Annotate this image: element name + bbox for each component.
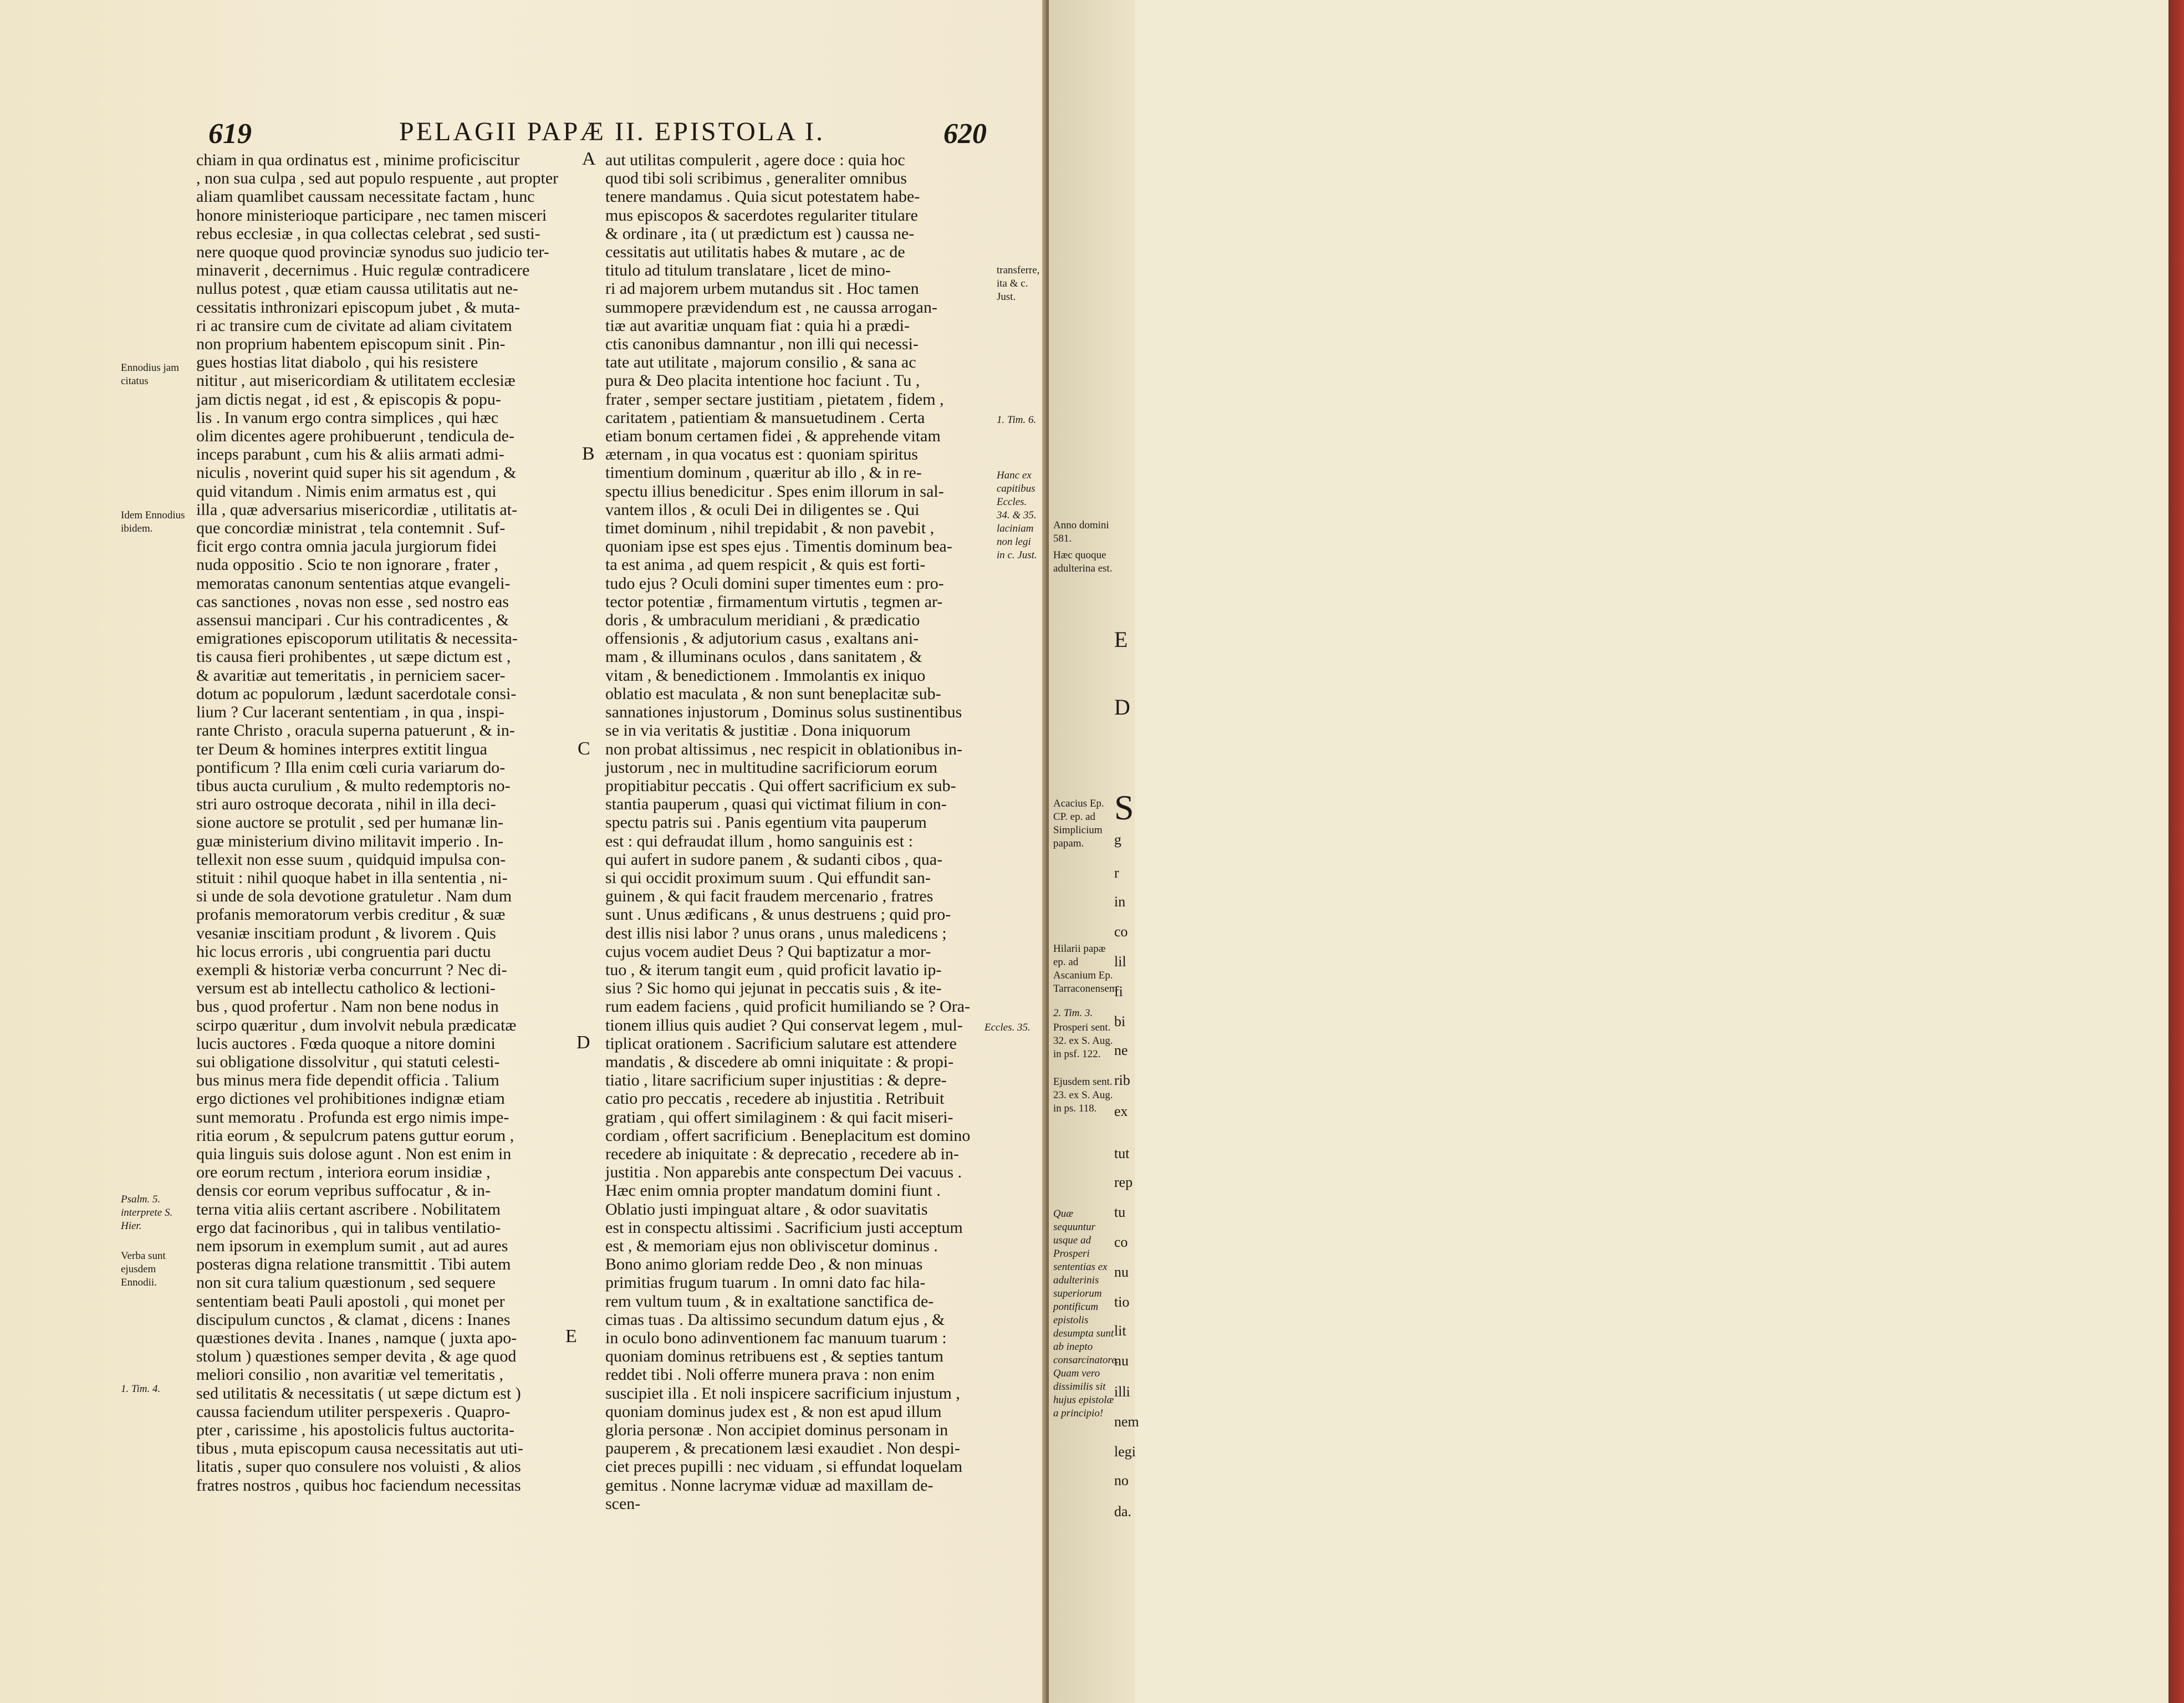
text-line: ciet preces pupilli : nec viduam , si effundat loquelam <box>605 1457 963 1476</box>
text-line: in oculo bono adinventionem fac manuum tuarum : <box>605 1329 947 1347</box>
text-line: dest illis nisi labor ? unus orans , unus maledicens ; <box>605 924 947 942</box>
text-line: nem <box>1114 1414 1139 1430</box>
text-line: ore eorum rectum , interiora eorum insidiæ , <box>196 1163 491 1182</box>
text-line: tibus aucta curulium , & multo redemptoris no- <box>196 776 511 795</box>
text-line: ergo dat facinoribus , qui in talibus ventilatio- <box>196 1218 501 1237</box>
margin-note: Verba sunt ejusdem Ennodii. <box>121 1250 166 1288</box>
text-line: no <box>1114 1472 1129 1488</box>
text-line: rem vultum tuum , & in exaltatione sanctifica de- <box>605 1292 934 1311</box>
text-line: ter Deum & homines interpres extitit lingua <box>196 740 487 758</box>
text-line: sui obligatione dissolvitur , qui statuti celesti- <box>196 1052 500 1071</box>
text-line: , non sua culpa , sed aut populo respuente , aut propter <box>196 169 559 188</box>
next-page <box>1049 0 1139 1703</box>
text-line: tionem illius quis audiet ? Qui conservat legem , mul- <box>605 1016 963 1034</box>
text-line: posteras digna relatione transmittit . Tibi autem <box>196 1255 511 1274</box>
text-line: est , & memoriam ejus non obliviscetur dominus . <box>605 1236 938 1255</box>
text-line: dotum ac populorum , lædunt sacerdotale consi- <box>196 684 517 703</box>
text-line: da. <box>1114 1503 1132 1520</box>
left-text-column <box>196 151 579 1495</box>
text-line: bi <box>1114 1013 1126 1029</box>
text-line: sed utilitatis & necessitatis ( ut sæpe dictum est ) <box>196 1384 521 1403</box>
text-line: olim dicentes agere prohibuerunt , tendicula de- <box>196 427 514 446</box>
text-line: spectu patris sui . Panis egentium vita pauperum <box>605 813 927 832</box>
text-line: rib <box>1114 1072 1130 1088</box>
text-line: rante Christo , oracula superna patuerunt , & in- <box>196 721 515 740</box>
text-line: r <box>1114 865 1119 881</box>
text-line: lit <box>1114 1323 1126 1339</box>
text-line: legi <box>1114 1444 1136 1460</box>
margin-note: Hilarii papæ ep. ad Ascanium Ep. Tarraconensem <box>1053 943 1117 995</box>
text-line: assensui mancipari . Cur his contradicentes , & <box>196 611 509 630</box>
text-line: æternam , in qua vocatus est : quoniam spiritus <box>605 445 918 464</box>
text-line: cordiam , offert sacrificium . Beneplacitum est domino <box>605 1126 971 1145</box>
text-line: gues hostias litat diabolo , qui his resistere <box>196 353 478 372</box>
text-line: pter , carissime , his apostolicis fultus auctorita- <box>196 1421 515 1440</box>
text-line: pura & Deo placita intentione hoc faciunt . Tu , <box>605 371 920 390</box>
section-marker-c: C <box>578 738 590 759</box>
text-line: terna vitia aliis certant ascribere . Nobilitatem <box>196 1200 501 1218</box>
text-line: Oblatio justi impinguat altare , & odor suavitatis <box>605 1200 928 1218</box>
text-line: tiæ aut avaritiæ unquam fiat : quia hi a prædi- <box>605 316 910 335</box>
text-line: summopere prævidendum est , ne caussa arrogan- <box>605 298 937 317</box>
text-line: jam dictis negat , id est , & episcopis & popu- <box>196 390 501 409</box>
text-line: quid vitandum . Nimis enim armatus est , qui <box>196 482 497 501</box>
text-line: frater , semper sectare justitiam , pietatem , fidem , <box>605 390 944 409</box>
text-line: tellexit non esse suum , quidquid impulsa con- <box>196 850 506 869</box>
text-line: ne <box>1114 1042 1128 1058</box>
text-line: sannationes injustorum , Dominus solus sustinentibus <box>605 703 962 722</box>
page-number-left: 619 <box>208 118 252 150</box>
text-line: & ordinare , ita ( ut prædictum est ) caussa ne- <box>605 224 915 243</box>
text-line: scen- <box>605 1494 641 1513</box>
text-line: gloria personæ . Non accipiet dominus personam in <box>605 1421 948 1440</box>
text-line: caussa faciendum utiliter perspexeris . Quapro- <box>196 1402 511 1421</box>
text-line: chiam in qua ordinatus est , minime proficiscitur <box>196 151 520 169</box>
text-line: cujus vocem audiet Deus ? Qui baptizatur a mor- <box>605 942 931 961</box>
text-line: titulo ad titulum translatare , licet de mino- <box>605 261 891 280</box>
text-line: illi <box>1114 1384 1130 1400</box>
text-line: nem ipsorum in exemplum sumit , aut ad aures <box>196 1236 508 1255</box>
text-line: caritatem , patientiam & mansuetudinem . Certa <box>605 408 925 427</box>
text-line: justitia . Non apparebis ante conspectum Dei vacuus . <box>605 1163 962 1182</box>
text-line: timentium dominum , quæritur ab illo , & in re- <box>605 463 922 482</box>
text-line: inceps parabunt , cum his & aliis armati admi- <box>196 445 504 464</box>
text-line: nititur , aut misericordiam & utilitatem ecclesiæ <box>196 371 516 390</box>
text-line: justorum , nec in multitudine sacrificiorum eorum <box>605 758 938 777</box>
text-line: tenere mandamus . Quia sicut potestatem habe- <box>605 187 920 206</box>
text-line: gemitus . Nonne lacrymæ viduæ ad maxillam de- <box>605 1476 933 1495</box>
text-line: cessitatis aut utilitatis habes & mutare , ac de <box>605 243 905 262</box>
text-line: quod tibi soli scribimus , generaliter omnibus <box>605 169 907 188</box>
section-marker-a: A <box>582 149 596 169</box>
text-line: spectu illius benedicitur . Spes enim illorum in sal- <box>605 482 944 501</box>
text-line: co <box>1114 924 1128 940</box>
text-line: nullus potest , quæ etiam caussa utilitatis aut ne- <box>196 279 518 298</box>
text-line: Hæc enim omnia propter mandatum domini fiunt . <box>605 1181 941 1200</box>
text-line: mandatis , & discedere ab omni iniquitate : & propi- <box>605 1052 954 1071</box>
text-line: rep <box>1114 1174 1133 1190</box>
left-page <box>0 0 1042 1703</box>
text-line: meliori consilio , non avaritiæ vel temeritatis , <box>196 1365 504 1384</box>
margin-note: Hanc ex capitibus Eccles. 34. & 35. laciniam non legi in c. Just. <box>997 470 1037 561</box>
text-line: ctis canonibus damnantur , non illi qui necessi- <box>605 335 918 354</box>
text-line: ta est anima , ad quem respicit , & quis est forti- <box>605 555 926 574</box>
text-line: pontificum ? Illa enim cœli curia variarum do- <box>196 758 506 777</box>
text-line: tut <box>1114 1145 1130 1161</box>
text-line: litatis , super quo consulere nos voluisti , & alios <box>196 1457 521 1476</box>
text-line: nuda oppositio . Scio te non ignorare , frater , <box>196 555 498 574</box>
text-line: tis causa fieri prohibentes , ut sæpe dictum est , <box>196 647 511 666</box>
text-line: quoniam dominus retribuens est , & septies tantum <box>605 1347 943 1366</box>
section-marker-e: E <box>565 1326 577 1347</box>
text-line: ri ac transire cum de civitate ad aliam civitatem <box>196 316 512 335</box>
text-line: sunt . Unus ædificans , & unus destruens ; quid pro- <box>605 905 951 924</box>
text-line: ficit ergo contra omnia jacula jurgiorum fidei <box>196 537 497 556</box>
text-line: ergo dictiones vel prohibitiones indignæ etiam <box>196 1089 505 1108</box>
text-line: bus minus mera fide dependit officia . Talium <box>196 1071 499 1090</box>
text-line: co <box>1114 1234 1128 1250</box>
text-line: si unde de sola devotione gratuletur . Nam dum <box>196 887 512 906</box>
text-line: nere quoque quod provinciæ synodus suo judicio ter- <box>196 243 549 262</box>
text-line: non probat altissimus , nec respicit in oblationibus in- <box>605 740 963 758</box>
text-line: sententiam beati Pauli apostoli , qui monet per <box>196 1292 505 1311</box>
text-line: lium ? Cur lacerant sententiam , in qua , inspi- <box>196 703 504 722</box>
text-line: timet dominum , nihil trepidabit , & non pavebit , <box>605 519 935 538</box>
page-edge <box>2168 0 2184 1703</box>
text-line: S <box>1114 788 1134 827</box>
text-line: primitias frugum tuarum . In omni dato fac hila- <box>605 1273 926 1292</box>
margin-note: Idem Ennodius ibidem. <box>121 509 185 534</box>
text-line: recedere ab iniquitate : & deprecatio , recedere ab in- <box>605 1144 959 1163</box>
margin-note: Anno domini 581. <box>1053 519 1109 544</box>
text-line: nu <box>1114 1353 1129 1369</box>
text-line: tu <box>1114 1204 1126 1220</box>
text-line: tiplicat orationem . Sacrificium salutare est attendere <box>605 1034 957 1053</box>
text-line: sione auctore se protulit , sed per humanæ lin- <box>196 813 504 832</box>
text-line: mus episcopos & sacerdotes regulariter titulare <box>605 206 918 225</box>
text-line: ritia eorum , & sepulcrum patens guttur eorum , <box>196 1126 514 1145</box>
right-text-column <box>605 151 993 1513</box>
text-line: exempli & historiæ verba concurrunt ? Nec di- <box>196 960 507 979</box>
text-line: ri ad majorem urbem mutandus sit . Hoc tamen <box>605 279 919 298</box>
text-line: nu <box>1114 1264 1129 1280</box>
text-line: si qui occidit proximum suum . Qui effundit san- <box>605 868 931 887</box>
text-line: quæstiones devita . Inanes , namque ( juxta apo- <box>196 1329 517 1347</box>
text-line: est : qui defraudat illum , homo sanguinis est : <box>605 832 913 850</box>
text-line: stantia pauperum , quasi qui victimat filium in con- <box>605 795 947 814</box>
margin-note: 2. Tim. 3. <box>1053 1007 1093 1019</box>
text-line: non proprium habentem episcopum sinit . Pin- <box>196 335 506 354</box>
text-line: pauperem , & precationem læsi exaudiet . Non despi- <box>605 1439 960 1458</box>
running-title: PELAGII PAPÆ II. EPISTOLA I. <box>399 117 825 146</box>
text-line: stri auro ostroque decorata , nihil in illa deci- <box>196 795 496 814</box>
margin-note: Psalm. 5. interprete S. Hier. <box>121 1194 173 1232</box>
text-line: gratiam , qui offert similaginem : & qui facit miseri- <box>605 1108 953 1126</box>
text-line: guæ ministerium divino militavit imperio . In- <box>196 832 504 850</box>
text-line: lil <box>1114 954 1126 970</box>
text-line: versum est ab intellectu catholico & lectioni- <box>196 979 496 998</box>
text-line: lis . In vanum ergo contra simplices , qui hæc <box>196 408 499 427</box>
text-line: illa , quæ adversarius misericordiæ , utilitatis at- <box>196 500 518 519</box>
text-line: D <box>1114 695 1130 720</box>
text-line: quoniam ipse est spes ejus . Timentis dominum bea- <box>605 537 952 556</box>
text-line: oblatio est maculata , & non sunt beneplacitæ sub- <box>605 684 941 703</box>
text-line: stituit : nihil quoque habet in illa sententia , ni- <box>196 868 508 887</box>
margin-note: Quæ sequuntur usque ad Prosperi sententias ex adulterinis superiorum pontificum epistolis desumpta sunt ab inepto consarcinatore. Quam vero dissimilis sit hujus epistolæ a principio! <box>1053 1208 1119 1419</box>
text-line: quia linguis suis dolose agunt . Non est enim in <box>196 1144 512 1163</box>
text-line: cimas tuas . Da altissimo secundum datum ejus , & <box>605 1310 945 1329</box>
text-line: est in conspectu altissimi . Sacrificium justi acceptum <box>605 1218 963 1237</box>
margin-note: Ennodius jam citatus <box>121 362 180 387</box>
margin-note: transferre, ita & c. Just. <box>997 264 1040 303</box>
section-marker-b: B <box>582 443 595 464</box>
text-line: & avaritiæ aut temeritatis , in perniciem sacer- <box>196 666 506 685</box>
text-line: qui aufert in sudore panem , & sudanti cibos , qua- <box>605 850 943 869</box>
section-marker-d: D <box>576 1032 590 1053</box>
text-line: reddet tibi . Noli offerre munera prava : non enim <box>605 1365 935 1384</box>
text-line: tector potentiæ , firmamentum virtutis , tegmen ar- <box>605 592 943 611</box>
text-line: sunt memoratu . Profunda est ergo nimis impe- <box>196 1108 509 1126</box>
text-line: tibus , muta episcopum causa necessitatis aut uti- <box>196 1439 523 1458</box>
text-line: aut utilitas compulerit , agere doce : quia hoc <box>605 151 905 169</box>
margin-note: Eccles. 35. <box>984 1022 1030 1033</box>
text-line: ex <box>1114 1103 1128 1119</box>
text-line: lucis auctores . Fœda quoque a nitore domini <box>196 1034 496 1053</box>
margin-note: Acacius Ep. CP. ep. ad Simplicium papam. <box>1053 798 1104 849</box>
text-line: scirpo quæritur , dum involvit nebula prædicatæ <box>196 1016 517 1034</box>
text-line: guinem , & qui facit fraudem mercenario , fratres <box>605 887 933 906</box>
margin-note: Hæc quoque adulterina est. <box>1053 549 1113 574</box>
text-line: Bono animo gloriam redde Deo , & non minuas <box>605 1255 923 1274</box>
text-line: suscipiet illa . Et noli inspicere sacrificium injustum , <box>605 1384 960 1403</box>
text-line: minaverit , decernimus . Huic regulæ contradicere <box>196 261 530 280</box>
text-line: tuo , & iterum tangit eum , quid proficit lavatio ip- <box>605 960 942 979</box>
margin-note: Prosperi sent. 32. ex S. Aug. in psf. 122. <box>1053 1022 1113 1060</box>
text-line: aliam quamlibet caussam necessitate factam , hunc <box>196 187 535 206</box>
margin-note: 1. Tim. 6. <box>997 414 1037 426</box>
text-line: vitam , & benedictionem . Immolantis ex iniquo <box>605 666 926 685</box>
text-line: rum eadem faciens , quid proficit humiliando se ? Ora- <box>605 997 971 1016</box>
text-line: tiatio , litare sacrificium super injustitias : & depre- <box>605 1071 947 1090</box>
text-line: catio pro peccatis , recedere ab injustitia . Retribuit <box>605 1089 945 1108</box>
text-line: vantem illos , & oculi Dei in diligentes se . Qui <box>605 500 920 519</box>
text-line: emigrationes episcoporum utilitatis & necessita- <box>196 629 518 648</box>
text-line: bus , quod profertur . Nam non bene nodus in <box>196 997 499 1016</box>
page-number-right: 620 <box>943 118 987 150</box>
margin-note: Ejusdem sent. 23. ex S. Aug. in ps. 118. <box>1053 1076 1113 1114</box>
text-line: g <box>1114 832 1121 848</box>
text-line: que concordiæ ministrat , tela contemnit . Suf- <box>196 519 506 538</box>
text-line: doris , & umbraculum meridiani , & prædicatio <box>605 611 920 630</box>
text-line: tate aut utilitate , majorum consilio , & sana ac <box>605 353 916 372</box>
margin-note: 1. Tim. 4. <box>121 1383 161 1395</box>
text-line: discipulum cunctos , & clamat , dicens : Inanes <box>196 1310 511 1329</box>
text-line: propitiabitur peccatis . Qui offert sacrificium ex sub- <box>605 776 956 795</box>
text-line: fratres nostros , quibus hoc faciendum necessitas <box>196 1476 521 1495</box>
text-line: fi <box>1114 983 1123 1000</box>
text-line: stolum ) quæstiones semper devita , & age quod <box>196 1347 517 1366</box>
text-line: etiam bonum certamen fidei , & apprehende vitam <box>605 427 941 446</box>
text-line: profanis memoratorum verbis creditur , & suæ <box>196 905 506 924</box>
text-line: hic locus erroris , ubi congruentia pari ductu <box>196 942 491 961</box>
text-line: memoratas canonum sententias atque evangeli- <box>196 574 511 593</box>
text-line: cas sanctiones , novas non esse , sed nostro eas <box>196 592 509 611</box>
text-line: non sit cura talium quæstionum , sed sequere <box>196 1273 496 1292</box>
text-line: cessitatis inthronizari episcopum jubet , & muta- <box>196 298 521 317</box>
text-line: in <box>1114 894 1126 910</box>
text-line: honore ministerioque participare , nec tamen misceri <box>196 206 547 225</box>
text-line: sius ? Sic homo qui jejunat in peccatis suis , & ite- <box>605 979 942 998</box>
text-line: niculis , noverint quid super his sit agendum , & <box>196 463 517 482</box>
text-line: densis cor eorum vepribus suffocatur , & in- <box>196 1181 491 1200</box>
text-line: offensionis , & adjutorium casus , exaltans ani- <box>605 629 919 648</box>
text-line: rebus ecclesiæ , in qua collectas celebrat , sed susti- <box>196 224 540 243</box>
text-line: E <box>1114 627 1128 652</box>
text-line: mam , & illuminans oculos , dans sanitatem , & <box>605 647 922 666</box>
text-line: quoniam dominus judex est , & non est apud illum <box>605 1402 942 1421</box>
book-gutter <box>1042 0 1049 1703</box>
text-line: tio <box>1114 1294 1130 1310</box>
text-line: tudo ejus ? Oculi domini super timentes eum : pro- <box>605 574 944 593</box>
text-line: se in via veritatis & justitiæ . Dona iniquorum <box>605 721 911 740</box>
text-line: vesaniæ inscitiam produnt , & livorem . Quis <box>196 924 496 942</box>
